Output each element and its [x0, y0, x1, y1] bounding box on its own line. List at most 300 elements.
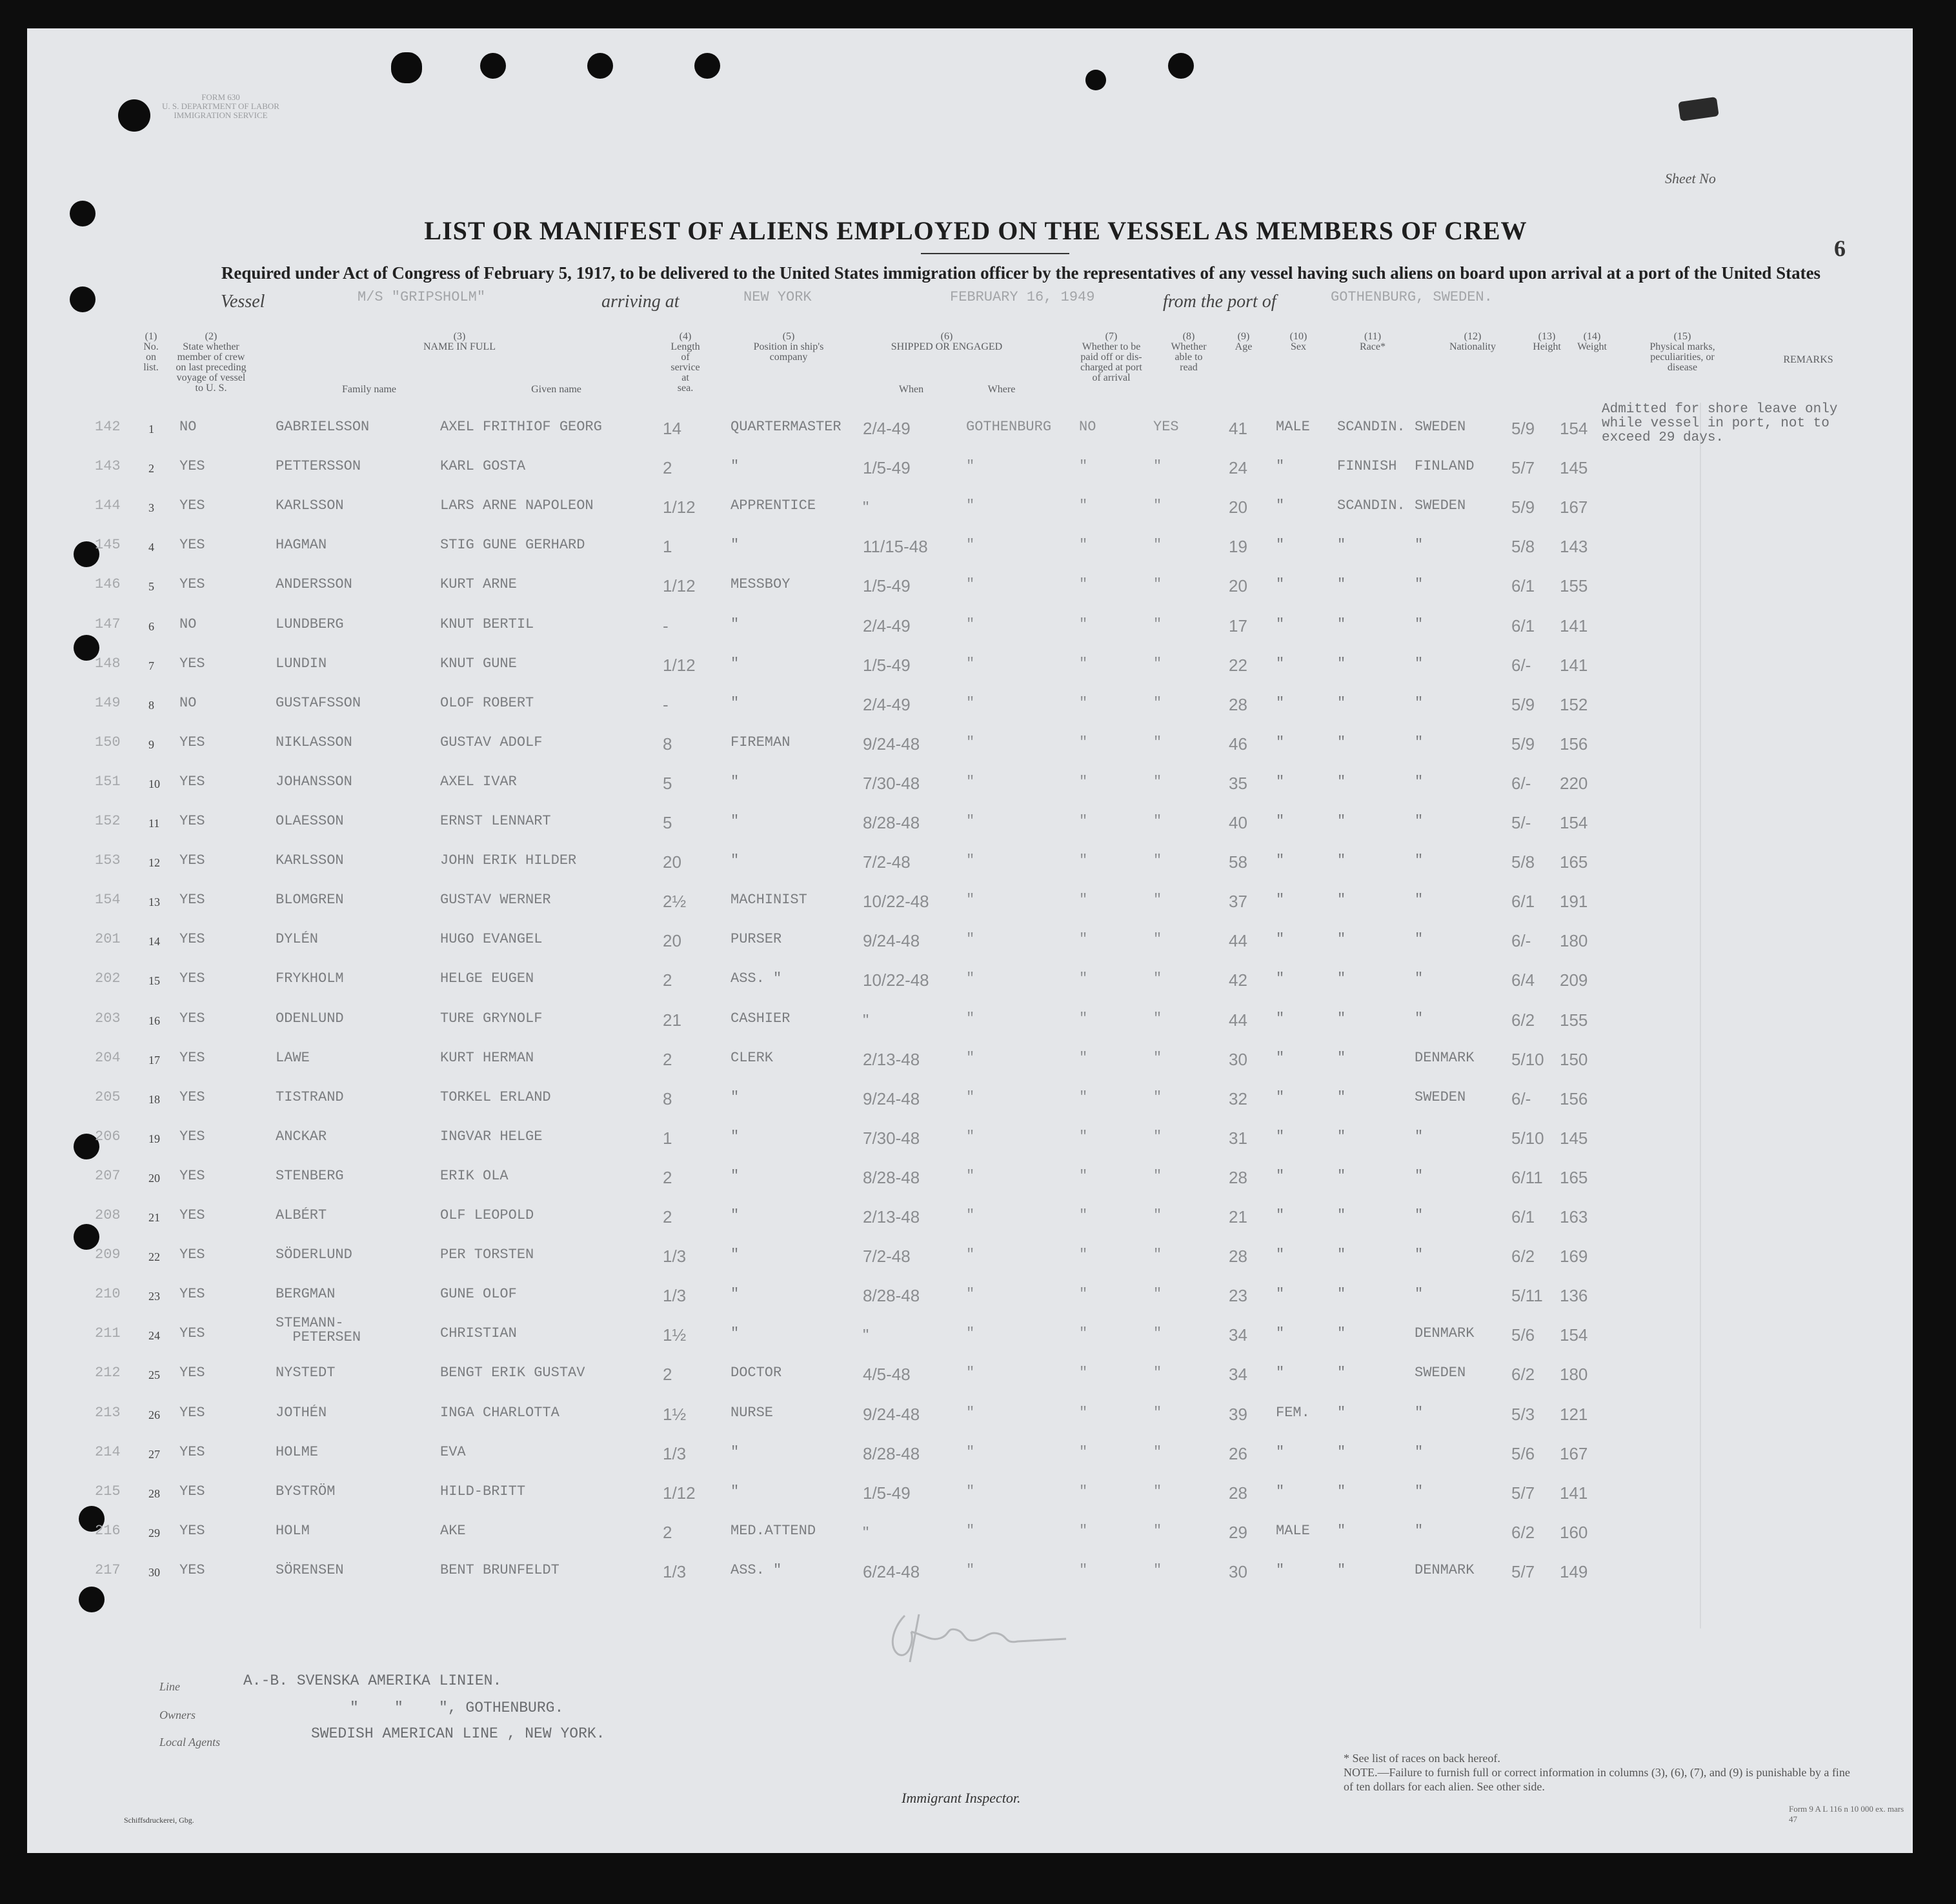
cell-paid-off: " [1079, 931, 1088, 947]
cell-sex: " [1276, 1128, 1285, 1145]
cell-age: 39 [1229, 1405, 1247, 1424]
inspector-label: Immigrant Inspector. [902, 1790, 1021, 1806]
cell-nationality: " [1415, 537, 1424, 553]
cell-position: " [731, 1168, 740, 1184]
cell-ref-number: 215 [95, 1483, 121, 1499]
cell-shipped-where: " [966, 576, 975, 592]
cell-list-number: 12 [148, 856, 160, 869]
cell-list-number: 16 [148, 1014, 160, 1027]
cell-age: 30 [1229, 1050, 1247, 1069]
cell-weight: 180 [1560, 1365, 1588, 1384]
cell-shipped-when: " [863, 1010, 869, 1030]
cell-able-to-read: " [1153, 537, 1162, 553]
cell-race: " [1337, 970, 1346, 987]
cell-race: " [1337, 1050, 1346, 1066]
punch-hole [1168, 53, 1194, 79]
cell-shipped-when: 7/2-48 [863, 1247, 911, 1266]
cell-shipped-where: " [966, 1365, 975, 1381]
cell-previous-voyage: YES [179, 537, 205, 553]
cell-family-name: GABRIELSSON [276, 419, 370, 435]
cell-length-service: 2 [663, 458, 672, 477]
table-row [27, 1562, 1913, 1599]
cell-shipped-where: " [966, 1050, 975, 1066]
col-header-prev-voyage: (2) State whether member of crew on last preceding voyage of vessel to U. S. [176, 331, 247, 394]
form-number: Form 9 A L 116 n 10 000 ex. mars 47 [1789, 1804, 1904, 1824]
cell-sex: " [1276, 497, 1285, 514]
cell-able-to-read: " [1153, 616, 1162, 632]
cell-nationality: " [1415, 1010, 1424, 1027]
cell-list-number: 28 [148, 1487, 160, 1500]
cell-ref-number: 217 [95, 1562, 121, 1578]
cell-nationality: " [1415, 1523, 1424, 1539]
cell-length-service: 8 [663, 734, 672, 754]
from-port-value: GOTHENBURG, SWEDEN. [1331, 289, 1493, 305]
cell-sex: " [1276, 813, 1285, 829]
cell-list-number: 8 [148, 699, 154, 712]
cell-nationality: SWEDEN [1415, 1089, 1466, 1105]
col-header-sex: (10) Sex [1289, 331, 1307, 352]
local-agents-label: Local Agents [159, 1736, 221, 1749]
cell-nationality: " [1415, 656, 1424, 672]
cell-previous-voyage: YES [179, 1365, 205, 1381]
sheet-number: 6 [1834, 235, 1846, 261]
cell-age: 35 [1229, 774, 1247, 793]
arriving-value: NEW YORK [743, 289, 812, 305]
cell-position: " [731, 1286, 740, 1302]
cell-given-name: GUSTAV WERNER [440, 892, 551, 908]
manifest-sheet [27, 28, 1913, 1853]
cell-weight: 154 [1560, 419, 1588, 438]
cell-family-name: HOLME [276, 1444, 319, 1460]
cell-nationality: " [1415, 1207, 1424, 1223]
cell-shipped-where: " [966, 1562, 975, 1578]
cell-nationality: " [1415, 734, 1424, 750]
col-header-shipped: (6) SHIPPED OR ENGAGED [891, 331, 1003, 352]
cell-position: QUARTERMASTER [731, 419, 842, 435]
col-header-height: (13) Height [1533, 331, 1561, 352]
cell-ref-number: 202 [95, 970, 121, 987]
cell-height: 6/2 [1511, 1010, 1535, 1030]
cell-nationality: " [1415, 774, 1424, 790]
cell-ref-number: 154 [95, 892, 121, 908]
cell-able-to-read: " [1153, 734, 1162, 750]
cell-position: " [731, 1128, 740, 1145]
cell-ref-number: 142 [95, 419, 121, 435]
cell-list-number: 23 [148, 1290, 160, 1303]
cell-ref-number: 203 [95, 1010, 121, 1027]
table-row [27, 892, 1913, 929]
remarks-text: Admitted for shore leave only while vessel in port, not to exceed 29 days. [1602, 402, 1838, 445]
cell-age: 40 [1229, 813, 1247, 832]
cell-length-service: 1/12 [663, 1483, 696, 1503]
cell-weight: 154 [1560, 1325, 1588, 1345]
cell-nationality: " [1415, 1247, 1424, 1263]
col-header-remarks: REMARKS [1783, 354, 1833, 365]
cell-height: 5/3 [1511, 1405, 1535, 1424]
cell-weight: 141 [1560, 656, 1588, 675]
cell-previous-voyage: YES [179, 1010, 205, 1027]
cell-position: ASS. " [731, 1562, 782, 1578]
cell-height: 6/1 [1511, 1207, 1535, 1227]
cell-length-service: 1/12 [663, 497, 696, 517]
cell-ref-number: 213 [95, 1405, 121, 1421]
printer-mark: Schiffsdruckerei, Gbg. [124, 1816, 194, 1825]
cell-weight: 121 [1560, 1405, 1588, 1424]
cell-height: 5/9 [1511, 734, 1535, 754]
cell-paid-off: " [1079, 1128, 1088, 1145]
cell-given-name: HUGO EVANGEL [440, 931, 543, 947]
cell-length-service: 2 [663, 970, 672, 990]
cell-position: " [731, 537, 740, 553]
cell-nationality: " [1415, 970, 1424, 987]
vessel-label: Vessel [221, 292, 265, 312]
cell-family-name: BLOMGREN [276, 892, 344, 908]
cell-height: 5/6 [1511, 1444, 1535, 1463]
cell-paid-off: " [1079, 852, 1088, 868]
cell-shipped-where: " [966, 1128, 975, 1145]
cell-list-number: 2 [148, 462, 154, 475]
cell-family-name: SÖDERLUND [276, 1247, 352, 1263]
cell-paid-off: " [1079, 892, 1088, 908]
cell-shipped-when: 6/24-48 [863, 1562, 920, 1581]
cell-position: " [731, 1089, 740, 1105]
cell-paid-off: " [1079, 1483, 1088, 1499]
cell-shipped-where: " [966, 931, 975, 947]
cell-ref-number: 205 [95, 1089, 121, 1105]
cell-list-number: 26 [148, 1408, 160, 1421]
cell-age: 37 [1229, 892, 1247, 911]
cell-shipped-where: GOTHENBURG [966, 419, 1052, 435]
cell-length-service: 1/3 [663, 1562, 687, 1581]
cell-family-name: ANDERSSON [276, 576, 352, 592]
table-row [27, 1523, 1913, 1560]
cell-ref-number: 152 [95, 813, 121, 829]
cell-position: ASS. " [731, 970, 782, 987]
cell-race: " [1337, 931, 1346, 947]
cell-nationality: " [1415, 616, 1424, 632]
cell-weight: 167 [1560, 1444, 1588, 1463]
cell-weight: 141 [1560, 616, 1588, 636]
cell-previous-voyage: YES [179, 1050, 205, 1066]
col-header-where: Where [987, 384, 1016, 395]
cell-shipped-when: 1/5-49 [863, 656, 911, 675]
cell-previous-voyage: YES [179, 1325, 205, 1341]
cell-able-to-read: " [1153, 1128, 1162, 1145]
cell-weight: 152 [1560, 695, 1588, 714]
cell-family-name: ANCKAR [276, 1128, 327, 1145]
col-header-service: (4) Length of service at sea. [670, 331, 700, 394]
cell-shipped-where: " [966, 1089, 975, 1105]
cell-position: NURSE [731, 1405, 774, 1421]
cell-race: " [1337, 1325, 1346, 1341]
cell-height: 6/2 [1511, 1523, 1535, 1542]
cell-race: " [1337, 537, 1346, 553]
cell-race: " [1337, 1010, 1346, 1027]
cell-shipped-when: 11/15-48 [863, 537, 928, 556]
cell-given-name: AXEL FRITHIOF GEORG [440, 419, 602, 435]
cell-ref-number: 210 [95, 1286, 121, 1302]
col-header-family-name: Family name [342, 384, 396, 395]
cell-shipped-where: " [966, 734, 975, 750]
cell-race: " [1337, 892, 1346, 908]
cell-shipped-where: " [966, 1010, 975, 1027]
cell-paid-off: " [1079, 734, 1088, 750]
cell-race: " [1337, 813, 1346, 829]
cell-previous-voyage: NO [179, 419, 197, 435]
table-row [27, 1365, 1913, 1402]
cell-length-service: 1/12 [663, 576, 696, 596]
cell-list-number: 3 [148, 501, 154, 514]
punch-hole [70, 201, 96, 226]
cell-sex: " [1276, 1365, 1285, 1381]
cell-given-name: GUSTAV ADOLF [440, 734, 543, 750]
cell-weight: 165 [1560, 1168, 1588, 1187]
col-header-read: (8) Whether able to read [1171, 331, 1207, 373]
cell-height: 6/4 [1511, 970, 1535, 990]
cell-length-service: 21 [663, 1010, 681, 1030]
table-row [27, 970, 1913, 1008]
cell-weight: 143 [1560, 537, 1588, 556]
cell-position: " [731, 1444, 740, 1460]
cell-position: " [731, 695, 740, 711]
cell-length-service: 20 [663, 931, 681, 950]
stamp-mark [1678, 97, 1719, 121]
table-row [27, 1483, 1913, 1521]
cell-given-name: ERNST LENNART [440, 813, 551, 829]
cell-shipped-where: " [966, 852, 975, 868]
cell-ref-number: 207 [95, 1168, 121, 1184]
cell-ref-number: 145 [95, 537, 121, 553]
cell-list-number: 9 [148, 738, 154, 751]
cell-previous-voyage: YES [179, 892, 205, 908]
inspector-signature [879, 1603, 1079, 1674]
cell-height: 6/1 [1511, 576, 1535, 596]
cell-previous-voyage: YES [179, 1405, 205, 1421]
cell-length-service: 2 [663, 1168, 672, 1187]
cell-weight: 155 [1560, 1010, 1588, 1030]
cell-shipped-when: 2/4-49 [863, 695, 911, 714]
cell-age: 34 [1229, 1365, 1247, 1384]
cell-ref-number: 201 [95, 931, 121, 947]
cell-height: 5/11 [1511, 1286, 1543, 1305]
cell-given-name: KURT ARNE [440, 576, 517, 592]
cell-age: 20 [1229, 576, 1247, 596]
cell-previous-voyage: YES [179, 774, 205, 790]
cell-nationality: " [1415, 1168, 1424, 1184]
cell-nationality: " [1415, 931, 1424, 947]
table-row [27, 616, 1913, 654]
cell-height: 5/7 [1511, 1562, 1535, 1581]
cell-race: " [1337, 1128, 1346, 1145]
cell-list-number: 21 [148, 1211, 160, 1224]
cell-paid-off: " [1079, 537, 1088, 553]
cell-position: CASHIER [731, 1010, 791, 1027]
line-value: A.-B. SVENSKA AMERIKA LINIEN. [243, 1672, 502, 1689]
cell-family-name: ALBÉRT [276, 1207, 327, 1223]
cell-shipped-when: 7/30-48 [863, 774, 920, 793]
cell-paid-off: " [1079, 1168, 1088, 1184]
cell-age: 34 [1229, 1325, 1247, 1345]
cell-list-number: 18 [148, 1093, 160, 1106]
cell-shipped-when: 1/5-49 [863, 458, 911, 477]
cell-list-number: 30 [148, 1566, 160, 1579]
cell-weight: 154 [1560, 813, 1588, 832]
cell-position: PURSER [731, 931, 782, 947]
cell-previous-voyage: YES [179, 656, 205, 672]
punch-hole [587, 53, 613, 79]
cell-weight: 209 [1560, 970, 1588, 990]
cell-shipped-when: 7/2-48 [863, 852, 911, 872]
cell-previous-voyage: YES [179, 1483, 205, 1499]
table-row [27, 1247, 1913, 1284]
cell-sex: " [1276, 970, 1285, 987]
cell-length-service: 2 [663, 1365, 672, 1384]
table-row [27, 1050, 1913, 1087]
cell-given-name: AXEL IVAR [440, 774, 517, 790]
cell-family-name: STENBERG [276, 1168, 344, 1184]
cell-previous-voyage: YES [179, 1168, 205, 1184]
cell-weight: 160 [1560, 1523, 1588, 1542]
cell-previous-voyage: YES [179, 576, 205, 592]
cell-race: " [1337, 576, 1346, 592]
cell-weight: 156 [1560, 734, 1588, 754]
cell-family-name: OLAESSON [276, 813, 344, 829]
cell-family-name: HAGMAN [276, 537, 327, 553]
cell-given-name: HILD-BRITT [440, 1483, 526, 1499]
cell-ref-number: 214 [95, 1444, 121, 1460]
table-row [27, 695, 1913, 732]
cell-previous-voyage: YES [179, 1523, 205, 1539]
arriving-label: arriving at [601, 292, 680, 312]
table-row [27, 656, 1913, 693]
cell-list-number: 25 [148, 1368, 160, 1381]
cell-age: 58 [1229, 852, 1247, 872]
sheet-number-label: Sheet No [1665, 170, 1716, 186]
cell-shipped-when: 8/28-48 [863, 1444, 920, 1463]
cell-family-name: FRYKHOLM [276, 970, 344, 987]
cell-paid-off: " [1079, 1562, 1088, 1578]
cell-length-service: 20 [663, 852, 681, 872]
cell-given-name: KNUT BERTIL [440, 616, 534, 632]
cell-able-to-read: " [1153, 1207, 1162, 1223]
cell-shipped-when: 10/22-48 [863, 892, 929, 911]
cell-able-to-read: " [1153, 774, 1162, 790]
table-row [27, 734, 1913, 772]
punch-hole [480, 53, 506, 79]
col-header-paid-off: (7) Whether to be paid off or dis- charged at port of arrival [1080, 331, 1142, 383]
cell-sex: " [1276, 1247, 1285, 1263]
cell-race: " [1337, 1444, 1346, 1460]
cell-given-name: TURE GRYNOLF [440, 1010, 543, 1027]
cell-length-service: 1/3 [663, 1444, 687, 1463]
owners-label: Owners [159, 1709, 196, 1721]
cell-able-to-read: " [1153, 892, 1162, 908]
cell-height: 6/2 [1511, 1365, 1535, 1384]
cell-position: " [731, 774, 740, 790]
cell-shipped-where: " [966, 1168, 975, 1184]
cell-paid-off: " [1079, 656, 1088, 672]
cell-able-to-read: " [1153, 458, 1162, 474]
cell-previous-voyage: YES [179, 1247, 205, 1263]
cell-height: 5/9 [1511, 497, 1535, 517]
cell-sex: " [1276, 931, 1285, 947]
cell-family-name: PETTERSSON [276, 458, 361, 474]
cell-nationality: " [1415, 1405, 1424, 1421]
cell-list-number: 27 [148, 1448, 160, 1461]
cell-given-name: HELGE EUGEN [440, 970, 534, 987]
cell-able-to-read: " [1153, 970, 1162, 987]
cell-family-name: NIKLASSON [276, 734, 352, 750]
cell-sex: FEM. [1276, 1405, 1310, 1421]
cell-shipped-where: " [966, 497, 975, 514]
local-agents-value: SWEDISH AMERICAN LINE , NEW YORK. [311, 1725, 605, 1742]
cell-shipped-when: 7/30-48 [863, 1128, 920, 1148]
from-port-label: from the port of [1163, 292, 1276, 312]
cell-weight: 163 [1560, 1207, 1588, 1227]
cell-length-service: 2 [663, 1523, 672, 1542]
cell-able-to-read: " [1153, 1089, 1162, 1105]
cell-age: 23 [1229, 1286, 1247, 1305]
cell-able-to-read: " [1153, 1523, 1162, 1539]
cell-able-to-read: " [1153, 1562, 1162, 1578]
cell-previous-voyage: YES [179, 970, 205, 987]
punch-hole [1085, 70, 1106, 90]
cell-list-number: 19 [148, 1132, 160, 1145]
table-row [27, 497, 1913, 535]
cell-weight: 150 [1560, 1050, 1588, 1069]
cell-shipped-when: 9/24-48 [863, 931, 920, 950]
cell-position: MESSBOY [731, 576, 791, 592]
cell-age: 22 [1229, 656, 1247, 675]
cell-length-service: - [663, 616, 669, 636]
cell-ref-number: 150 [95, 734, 121, 750]
cell-list-number: 1 [148, 423, 154, 436]
cell-sex: " [1276, 1286, 1285, 1302]
cell-nationality: " [1415, 695, 1424, 711]
cell-able-to-read: " [1153, 1010, 1162, 1027]
cell-sex: " [1276, 458, 1285, 474]
cell-position: " [731, 616, 740, 632]
cell-weight: 145 [1560, 458, 1588, 477]
cell-sex: " [1276, 1010, 1285, 1027]
owners-value: " " ", GOTHENBURG. [350, 1699, 564, 1716]
col-header-nationality: (12) Nationality [1449, 331, 1496, 352]
cell-able-to-read: " [1153, 497, 1162, 514]
cell-height: 6/- [1511, 774, 1531, 793]
col-header-when: When [898, 384, 924, 395]
cell-shipped-where: " [966, 774, 975, 790]
cell-position: DOCTOR [731, 1365, 782, 1381]
cell-race: " [1337, 1405, 1346, 1421]
cell-position: " [731, 458, 740, 474]
cell-position: FIREMAN [731, 734, 791, 750]
cell-list-number: 4 [148, 541, 154, 554]
cell-weight: 220 [1560, 774, 1588, 793]
cell-ref-number: 153 [95, 852, 121, 868]
cell-given-name: INGVAR HELGE [440, 1128, 543, 1145]
cell-able-to-read: " [1153, 1483, 1162, 1499]
cell-able-to-read: " [1153, 1247, 1162, 1263]
cell-race: " [1337, 1168, 1346, 1184]
cell-shipped-where: " [966, 656, 975, 672]
cell-given-name: BENT BRUNFELDT [440, 1562, 560, 1578]
cell-race: FINNISH [1337, 458, 1397, 474]
cell-race: " [1337, 1089, 1346, 1105]
cell-paid-off: " [1079, 1010, 1088, 1027]
cell-nationality: " [1415, 1444, 1424, 1460]
cell-age: 41 [1229, 419, 1247, 438]
cell-given-name: GUNE OLOF [440, 1286, 517, 1302]
